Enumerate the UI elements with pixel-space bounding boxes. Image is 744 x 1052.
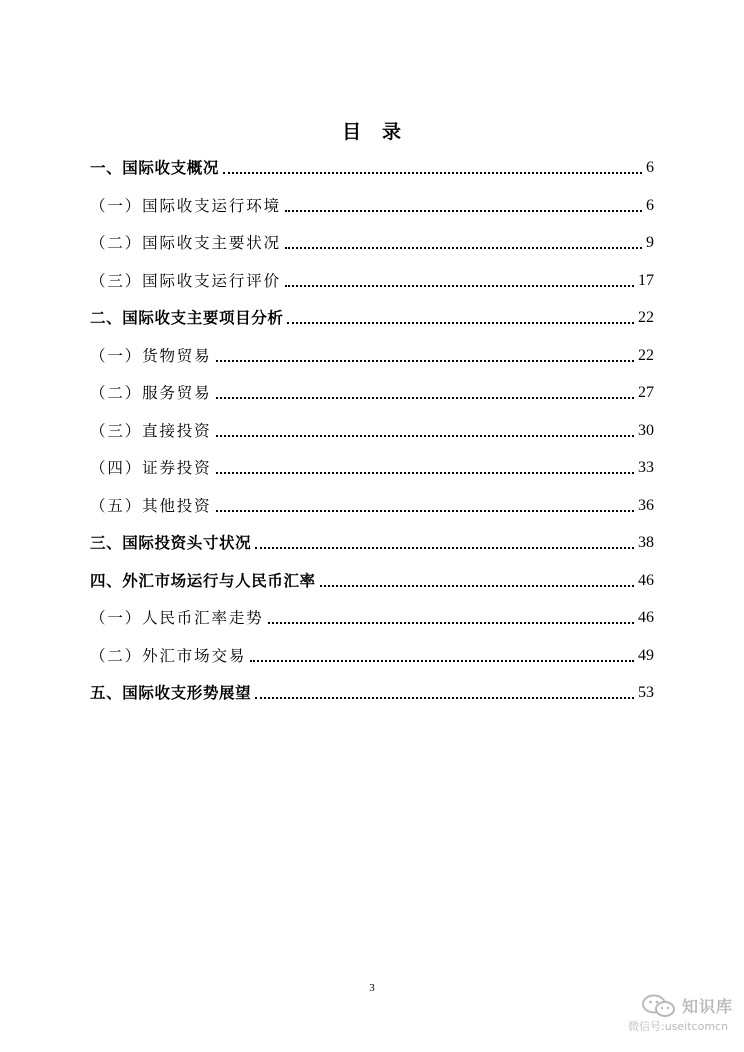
watermark [628, 992, 738, 1036]
toc-entry-page: 27 [638, 384, 654, 401]
toc-leader-dots [255, 547, 634, 549]
toc-entry-label: 五、国际收支形势展望 [90, 684, 252, 702]
page-number: 3 [369, 982, 375, 994]
toc-entry[interactable] [90, 419, 654, 443]
toc-entry[interactable] [90, 306, 654, 330]
toc-entry-page: 49 [638, 646, 654, 664]
toc-leader-dots [216, 360, 634, 362]
toc-leader-dots [216, 435, 634, 437]
toc-leader-dots [285, 210, 642, 212]
toc-entry-page: 33 [638, 459, 654, 476]
watermark-subtitle: 微信号:useitcomcn [628, 1020, 729, 1033]
toc-entry[interactable] [90, 231, 654, 255]
toc-entry-page: 46 [638, 609, 654, 626]
toc-entry-page: 22 [638, 346, 654, 364]
toc-entry-page: 6 [646, 196, 654, 214]
toc-entry-page: 9 [646, 234, 654, 251]
toc-entry-page: 30 [638, 421, 654, 439]
toc-entry-page: 17 [638, 271, 654, 289]
toc-leader-dots [255, 697, 634, 699]
toc-entry[interactable] [90, 494, 654, 518]
toc-entry-label: （一）国际收支运行环境 [90, 196, 281, 215]
toc-entry-page: 36 [638, 496, 654, 514]
toc-entry-label: （二）国际收支主要状况 [90, 234, 281, 252]
toc-entry[interactable] [90, 456, 654, 480]
toc-leader-dots [216, 472, 634, 474]
toc-entry[interactable] [90, 531, 654, 555]
toc-leader-dots [216, 397, 634, 399]
toc-leader-dots [287, 322, 634, 324]
toc-entry[interactable] [90, 681, 654, 705]
toc-entry[interactable] [90, 156, 654, 180]
toc-entry-page: 46 [638, 571, 654, 589]
toc-entry-label: 四、外汇市场运行与人民币汇率 [90, 571, 316, 590]
toc-entry-label: 三、国际投资头寸状况 [90, 534, 252, 552]
toc-entry[interactable] [90, 569, 654, 593]
toc-entry[interactable] [90, 269, 654, 293]
toc-entry-label: （一）人民币汇率走势 [90, 609, 264, 627]
toc-entry[interactable] [90, 381, 654, 405]
toc-entry-label: （一）货物贸易 [90, 346, 212, 365]
page-title: 目 录 [342, 121, 402, 143]
toc-leader-dots [268, 622, 634, 624]
toc-entry-label: （二）服务贸易 [90, 384, 212, 402]
toc-entry-page: 53 [638, 684, 654, 701]
toc-entry-label: （五）其他投资 [90, 496, 212, 515]
watermark-title: 知识库 [682, 997, 734, 1016]
toc-leader-dots [223, 172, 642, 174]
toc-entry[interactable] [90, 194, 654, 218]
toc-entry-label: （三）国际收支运行评价 [90, 271, 281, 290]
toc-leader-dots [285, 247, 642, 249]
toc-leader-dots [216, 510, 634, 512]
toc-entry[interactable] [90, 606, 654, 630]
toc-entry-label: （三）直接投资 [90, 421, 212, 440]
toc-entry-label: （四）证券投资 [90, 459, 212, 477]
toc-entry-label: （二）外汇市场交易 [90, 646, 247, 665]
toc-leader-dots [285, 285, 634, 287]
toc-entry-page: 6 [646, 159, 654, 176]
toc-entry[interactable] [90, 644, 654, 668]
toc-entry-page: 22 [638, 309, 654, 326]
toc-entry-label: 一、国际收支概况 [90, 159, 219, 177]
toc-entry[interactable] [90, 344, 654, 368]
toc-entry-page: 38 [638, 534, 654, 551]
toc-entry-label: 二、国际收支主要项目分析 [90, 309, 284, 327]
toc-leader-dots [320, 585, 634, 587]
toc-leader-dots [250, 660, 634, 662]
